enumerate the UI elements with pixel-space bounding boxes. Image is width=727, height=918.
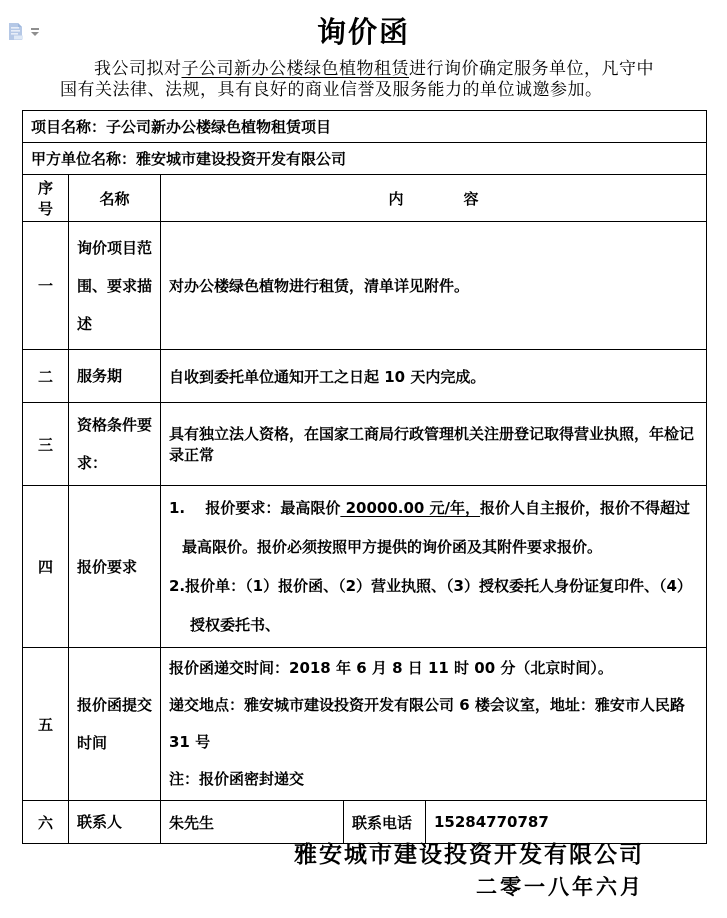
- header-name: 名称: [69, 175, 161, 222]
- party-name-cell: 甲方单位名称：雅安城市建设投资开发有限公司: [23, 143, 707, 175]
- row-no: 五: [23, 648, 69, 801]
- max-price-underlined: 20000.00 元/年，: [340, 498, 481, 517]
- row-name: 资格条件要 求：: [69, 403, 161, 486]
- quote-requirement-item2: 2.报价单：（1）报价函、（2）营业执照、（3）授权委托人身份证复印件、（4）授权委托书、: [169, 576, 692, 634]
- row-name: 联系人: [69, 801, 161, 844]
- inquiry-table: [22, 110, 707, 844]
- intro-paragraph: [60, 59, 667, 101]
- intro-suffix: 进行询价确定服务单位，凡守中国有关法律、法规，具有良好的商业信誉及服务能力的单位诚邀参加。: [60, 59, 654, 100]
- row-no: 四: [23, 486, 69, 648]
- table-row: [23, 111, 707, 143]
- row-name: 报价函提交 时间: [69, 648, 161, 801]
- table-header-row: [23, 175, 707, 222]
- header-no: 序号: [23, 175, 69, 222]
- table-row: [23, 801, 707, 844]
- table-row: [23, 486, 707, 648]
- row-content: 具有独立法人资格，在国家工商局行政管理机关注册登记取得营业执照，年检记录正常: [161, 403, 707, 486]
- row-no: 三: [23, 403, 69, 486]
- signature-date: 二零一八年六月: [476, 874, 644, 899]
- phone-label-cell: 联系电话: [344, 801, 426, 844]
- row-content: 报价函递交时间：2018 年 6 月 8 日 11 时 00 分（北京时间）。 递交地点：雅安城市建设投资开发有限公司 6 楼会议室，地址：雅安市人民路 31 号 注：报价函密封递交: [161, 648, 707, 801]
- table-row: [23, 350, 707, 403]
- table-row: [23, 222, 707, 350]
- row-name: 询价项目范 围、要求描述: [69, 222, 161, 350]
- item1-suffix: 报价人自主报价，报价不得超过最高限价。报价必须按照甲方提供的询价函及其附件要求报价。: [182, 498, 691, 556]
- header-content: 内 容: [161, 175, 707, 222]
- page-title: 询价函: [316, 15, 410, 49]
- quote-requirement-item1: [169, 489, 698, 567]
- row-name: 报价要求: [69, 486, 161, 648]
- row-content: [161, 486, 707, 648]
- intro-underlined-text: 子公司新办公楼绿色植物租赁: [181, 59, 409, 79]
- contact-name-cell: 朱先生: [161, 801, 344, 844]
- table-row: [23, 143, 707, 175]
- row-content: 自收到委托单位通知开工之日起 10 天内完成。: [161, 350, 707, 403]
- project-name-cell: 项目名称：子公司新办公楼绿色植物租赁项目: [23, 111, 707, 143]
- row-name: 服务期: [69, 350, 161, 403]
- item1-prefix: 1. 报价要求：最高限价: [169, 498, 341, 517]
- row-no: 一: [23, 222, 69, 350]
- table-row: [23, 648, 707, 801]
- signature-block: [294, 840, 644, 903]
- signature-company: 雅安城市建设投资开发有限公司: [294, 841, 644, 868]
- phone-number-cell: 15284770787: [426, 801, 707, 844]
- row-no: 二: [23, 350, 69, 403]
- table-row: [23, 403, 707, 486]
- row-content: 对办公楼绿色植物进行租赁，清单详见附件。: [161, 222, 707, 350]
- intro-prefix: 我公司拟对: [94, 59, 182, 79]
- row-no: 六: [23, 801, 69, 844]
